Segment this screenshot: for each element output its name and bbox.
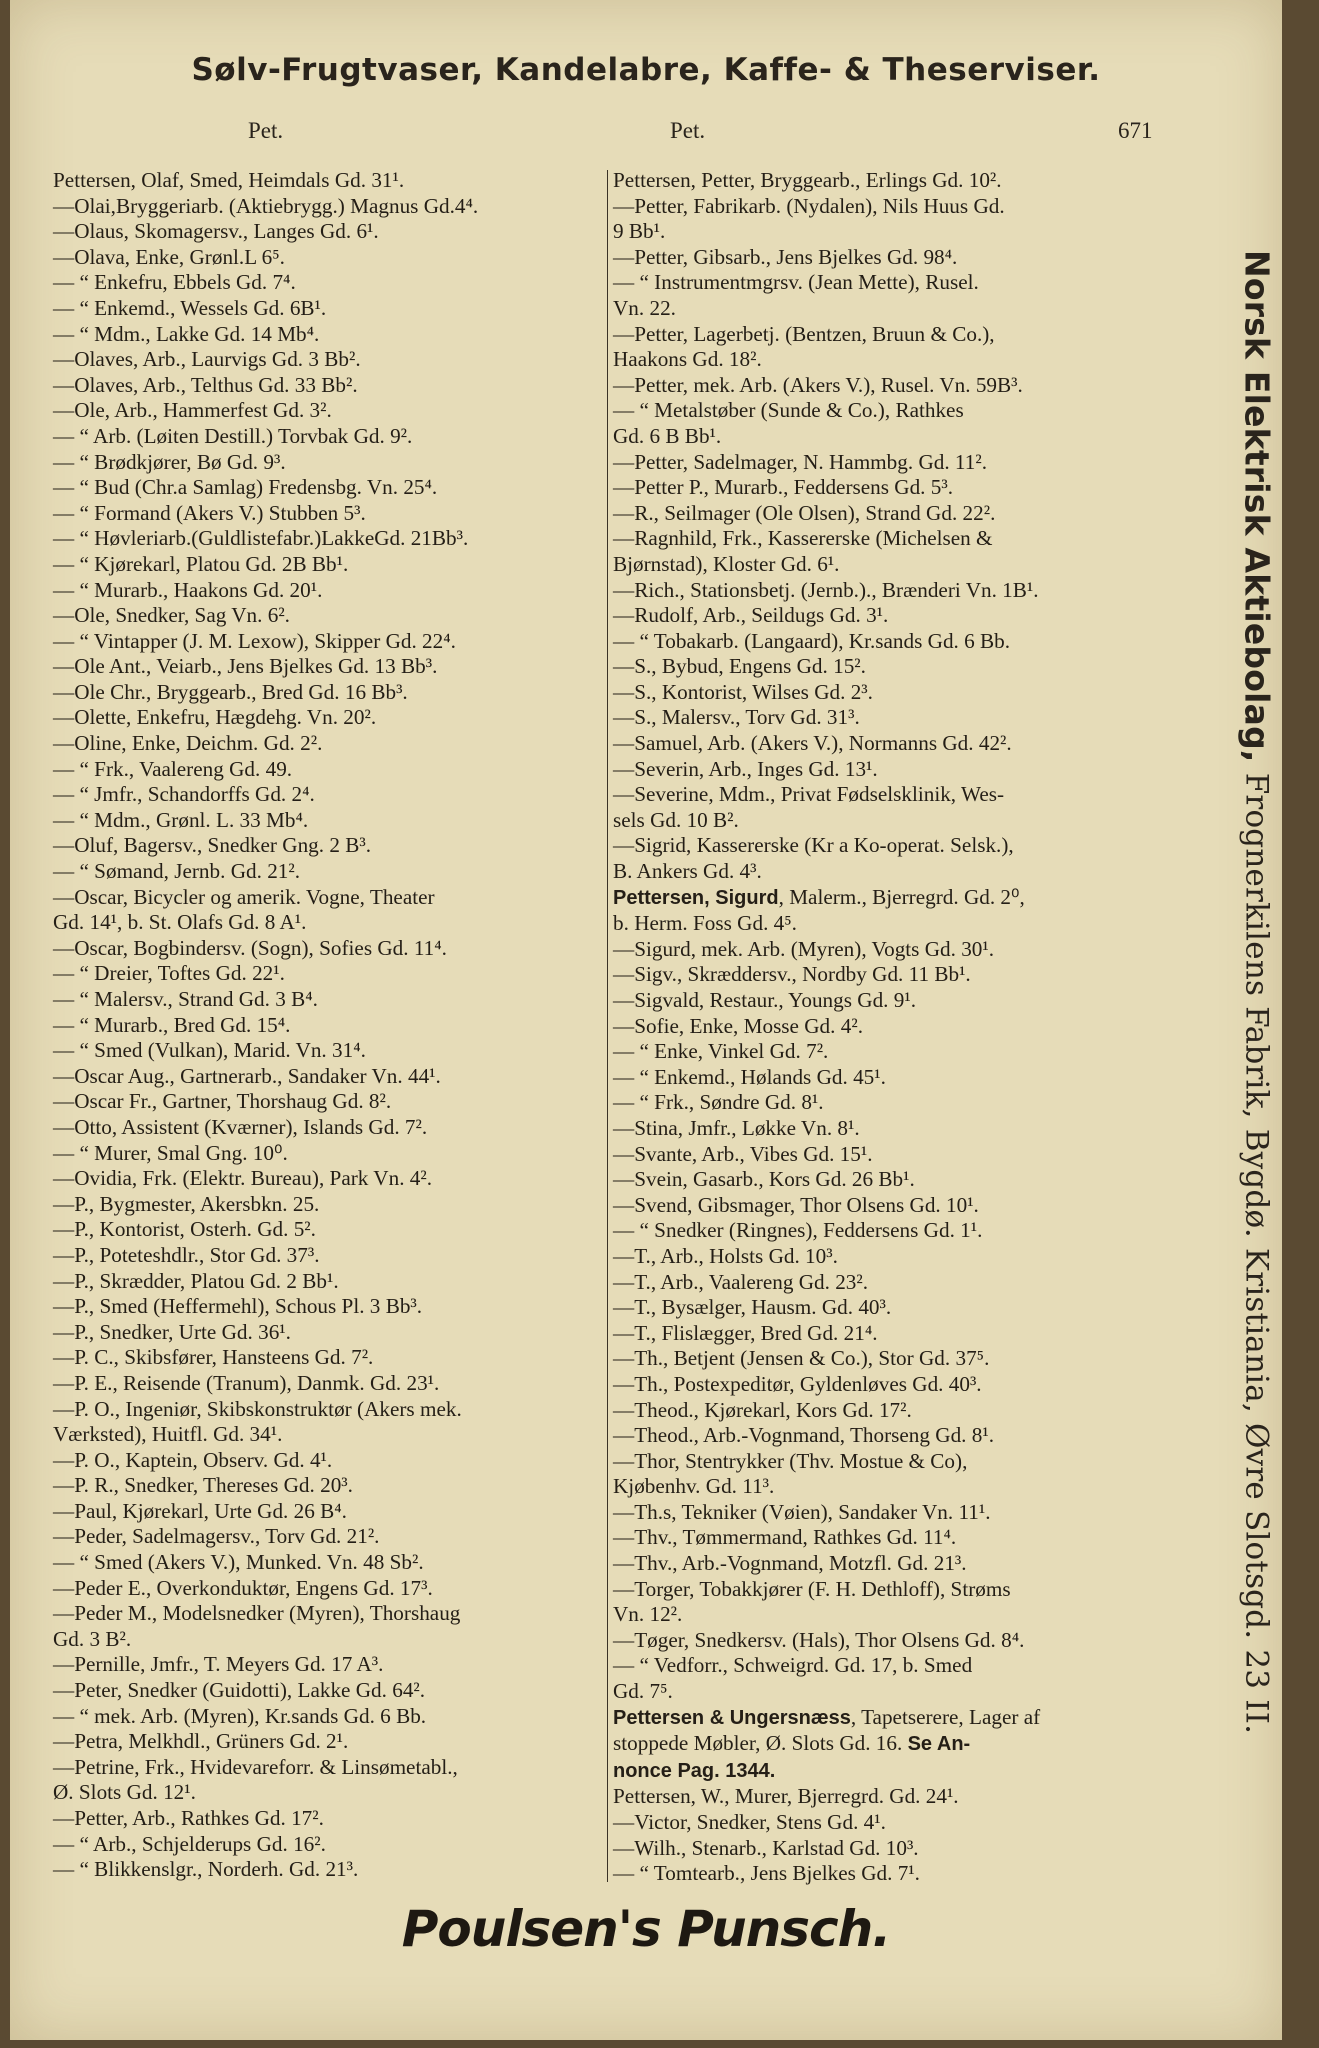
directory-entry: — “ Frk., Søndre Gd. 8¹.: [613, 1090, 824, 1115]
directory-entry: — “ Vedforr., Schweigrd. Gd. 17, b. Smed: [613, 1653, 973, 1678]
directory-entry: —P. E., Reisende (Tranum), Danmk. Gd. 23¹.: [53, 1370, 440, 1395]
directory-entry: —Ole, Arb., Hammerfest Gd. 3².: [53, 398, 332, 423]
directory-entry: — “ Vintapper (J. M. Lexow), Skipper Gd. 22⁴.: [53, 628, 456, 653]
directory-entry: — “ Kjørekarl, Platou Gd. 2B Bb¹.: [53, 551, 349, 576]
directory-entry: — “ Tomtearb., Jens Bjelkes Gd. 7¹.: [613, 1861, 920, 1886]
directory-entry: —Oscar Aug., Gartnerarb., Sandaker Vn. 44¹.: [53, 1063, 441, 1088]
directory-entry: —P. C., Skibsfører, Hansteens Gd. 7².: [53, 1345, 374, 1370]
directory-entry: —P., Smed (Heffermehl), Schous Pl. 3 Bb³.: [53, 1294, 423, 1319]
directory-entry: —T., Arb., Vaalereng Gd. 23².: [613, 1269, 869, 1294]
directory-entry: — “ mek. Arb. (Myren), Kr.sands Gd. 6 Bb.: [53, 1703, 427, 1728]
directory-entry: —P., Snedker, Urte Gd. 36¹.: [53, 1319, 291, 1344]
directory-entry: —Peder M., Modelsnedker (Myren), Thorshaug: [53, 1601, 461, 1626]
directory-entry: B. Ankers Gd. 4³.: [613, 859, 762, 884]
directory-entry: Gd. 7⁵.: [613, 1679, 673, 1704]
directory-entry: — “ Murarb., Haakons Gd. 20¹.: [53, 577, 323, 602]
directory-entry: — “ Murer, Smal Gng. 10⁰.: [53, 1140, 288, 1165]
directory-entry: —Peder E., Overkonduktør, Engens Gd. 17³.: [53, 1575, 433, 1600]
directory-entry: Pettersen & Ungersnæss, Tapetserere, Lager af: [613, 1704, 1041, 1729]
directory-entry: Pettersen, Petter, Bryggearb., Erlings Gd. 10².: [613, 168, 1002, 192]
directory-entry: — “ Enkemd., Wessels Gd. 6B¹.: [53, 295, 327, 320]
directory-entry: Værksted), Huitfl. Gd. 34¹.: [53, 1422, 283, 1447]
directory-entry: —Th., Betjent (Jensen & Co.), Stor Gd. 37⁵.: [613, 1346, 990, 1371]
directory-entry: —Olai,Bryggeriarb. (Aktiebrygg.) Magnus Gd.4⁴.: [53, 193, 479, 218]
directory-entry: —Oscar, Bicycler og amerik. Vogne, Theater: [53, 884, 435, 909]
directory-entry: Gd. 6 B Bb¹.: [613, 423, 722, 448]
directory-entry: —Petrine, Frk., Hvidevareforr. & Linsømetabl.,: [53, 1754, 458, 1779]
directory-entry: —Oline, Enke, Deichm. Gd. 2².: [53, 731, 323, 756]
directory-entry: Pettersen, Sigurd, Malerm., Bjerregrd. Gd. 2⁰,: [613, 884, 1025, 909]
directory-entry: — “ Sømand, Jernb. Gd. 21².: [53, 859, 301, 884]
side-advertisement: [1232, 250, 1282, 1830]
directory-entry: b. Herm. Foss Gd. 4⁵.: [613, 911, 797, 936]
directory-entry: —Petter, Fabrikarb. (Nydalen), Nils Huus Gd.: [613, 193, 1005, 218]
directory-entry: —Th.s, Tekniker (Vøien), Sandaker Vn. 11¹.: [613, 1499, 991, 1524]
directory-entry: —Otto, Assistent (Kværner), Islands Gd. 7².: [53, 1114, 428, 1139]
directory-page: [10, 0, 1282, 2040]
directory-entry: —Petter, Sadelmager, N. Hammbg. Gd. 11².: [613, 449, 987, 474]
directory-entry: —T., Arb., Holsts Gd. 10³.: [613, 1243, 838, 1268]
directory-entry: sels Gd. 10 B².: [613, 807, 739, 832]
directory-entry: —Oscar Fr., Gartner, Thorshaug Gd. 8².: [53, 1089, 392, 1114]
directory-entry: — “ Brødkjører, Bø Gd. 9³.: [53, 449, 286, 474]
directory-entry: — “ Snedker (Ringnes), Feddersens Gd. 1¹.: [613, 1218, 983, 1243]
directory-entry: —Rudolf, Arb., Seildugs Gd. 3¹.: [613, 603, 889, 628]
directory-entry: —Ole, Snedker, Sag Vn. 6².: [53, 603, 290, 628]
directory-entry: —Wilh., Stenarb., Karlstad Gd. 10³.: [613, 1835, 919, 1860]
directory-entry: —R., Seilmager (Ole Olsen), Strand Gd. 22².: [613, 500, 996, 525]
directory-entry: —Olette, Enkefru, Hægdehg. Vn. 20².: [53, 705, 377, 730]
directory-entry: —Olaus, Skomagersv., Langes Gd. 6¹.: [53, 219, 379, 244]
directory-entry: Pettersen, W., Murer, Bjerregrd. Gd. 24¹.: [613, 1784, 959, 1809]
directory-entry: —T., Bysælger, Hausm. Gd. 40³.: [613, 1295, 892, 1320]
directory-entry: nonce Pag. 1344.: [613, 1759, 776, 1782]
directory-entry: — “ Dreier, Toftes Gd. 22¹.: [53, 961, 285, 986]
directory-entry: Vn. 22.: [613, 295, 676, 320]
directory-entry: —Sigv., Skræddersv., Nordby Gd. 11 Bb¹.: [613, 962, 971, 987]
directory-entry: — “ Enke, Vinkel Gd. 7².: [613, 1039, 829, 1064]
left-column: [53, 168, 608, 1883]
directory-entry: —Svein, Gasarb., Kors Gd. 26 Bb¹.: [613, 1167, 915, 1192]
directory-entry: —P. R., Snedker, Thereses Gd. 20³.: [53, 1473, 353, 1498]
directory-entry: — “ Mdm., Grønl. L. 33 Mb⁴.: [53, 807, 309, 832]
directory-entry: —Pernille, Jmfr., T. Meyers Gd. 17 A³.: [53, 1652, 384, 1677]
directory-entry: — “ Høvleriarb.(Guldlistefabr.)LakkeGd. 21Bb³.: [53, 526, 469, 551]
directory-entry: — “ Frk., Vaalereng Gd. 49.: [53, 756, 293, 781]
directory-entry: —Petter, Gibsarb., Jens Bjelkes Gd. 98⁴.: [613, 244, 958, 269]
directory-entry: —Theod., Kjørekarl, Kors Gd. 17².: [613, 1397, 912, 1422]
directory-entry: — “ Arb., Schjelderups Gd. 16².: [53, 1831, 326, 1856]
directory-entry: — “ Malersv., Strand Gd. 3 B⁴.: [53, 987, 318, 1011]
directory-entry: Gd. 3 B².: [53, 1626, 132, 1651]
directory-entry: — “ Blikkenslgr., Norderh. Gd. 21³.: [53, 1857, 359, 1882]
directory-entry: —Th., Postexpeditør, Gyldenløves Gd. 40³.: [613, 1371, 982, 1396]
directory-entry: — “ Enkefru, Ebbels Gd. 7⁴.: [53, 270, 296, 295]
directory-entry: —P., Poteteshdlr., Stor Gd. 37³.: [53, 1242, 320, 1267]
directory-entry: 9 Bb¹.: [613, 219, 666, 244]
directory-entry: —Peder, Sadelmagersv., Torv Gd. 21².: [53, 1524, 380, 1549]
directory-entry: stoppede Møbler, Ø. Slots Gd. 16. Se An-: [613, 1731, 971, 1756]
directory-entry: —Ole Chr., Bryggearb., Bred Gd. 16 Bb³.: [53, 679, 408, 704]
directory-entry: —Peter, Snedker (Guidotti), Lakke Gd. 64².: [53, 1678, 426, 1703]
directory-entry: —Olaves, Arb., Laurvigs Gd. 3 Bb².: [53, 347, 361, 372]
directory-entry: —T., Flislægger, Bred Gd. 21⁴.: [613, 1320, 878, 1345]
directory-entry: —Petter, Lagerbetj. (Bentzen, Bruun & Co.),: [613, 321, 995, 346]
directory-entry: —Sofie, Enke, Mosse Gd. 4².: [613, 1013, 863, 1038]
directory-entry: Kjøbenhv. Gd. 11³.: [613, 1474, 775, 1499]
directory-entry: —Ole Ant., Veiarb., Jens Bjelkes Gd. 13 Bb³.: [53, 654, 438, 679]
directory-entry: —Olava, Enke, Grønl.L 6⁵.: [53, 244, 285, 269]
directory-entry: —S., Malersv., Torv Gd. 31³.: [613, 705, 860, 730]
directory-entry: —Severin, Arb., Inges Gd. 13¹.: [613, 756, 878, 781]
side-ad-company: Norsk Elektrisk Aktiebolag,: [1237, 250, 1277, 763]
directory-entry: —P. O., Kaptein, Observ. Gd. 4¹.: [53, 1447, 333, 1472]
directory-entry: —Svend, Gibsmager, Thor Olsens Gd. 10¹.: [613, 1192, 979, 1217]
directory-entry: —P., Kontorist, Osterh. Gd. 5².: [53, 1217, 316, 1242]
directory-entry: —Petter, mek. Arb. (Akers V.), Rusel. Vn. 59B³.: [613, 372, 1023, 397]
directory-entry: —P. O., Ingeniør, Skibskonstruktør (Akers mek.: [53, 1396, 462, 1421]
directory-entry: —Severine, Mdm., Privat Fødselsklinik, Wes-: [613, 782, 1005, 807]
directory-entry: —Sigurd, mek. Arb. (Myren), Vogts Gd. 30¹.: [613, 936, 995, 961]
directory-entry: — “ Metalstøber (Sunde & Co.), Rathkes: [613, 398, 964, 423]
directory-entry: —Sigrid, Kassererske (Kr a Ko-operat. Selsk.),: [613, 833, 1014, 858]
directory-entry: —Stina, Jmfr., Løkke Vn. 8¹.: [613, 1115, 860, 1140]
directory-entry: —Oscar, Bogbindersv. (Sogn), Sofies Gd. 11⁴.: [53, 935, 447, 960]
directory-entry: —Oluf, Bagersv., Snedker Gng. 2 B³.: [53, 833, 372, 858]
directory-entry: — “ Arb. (Løiten Destill.) Torvbak Gd. 9².: [53, 423, 413, 448]
directory-entry: — “ Tobakarb. (Langaard), Kr.sands Gd. 6 Bb.: [613, 628, 1011, 653]
right-column: [613, 168, 1173, 1887]
directory-entry: —Paul, Kjørekarl, Urte Gd. 26 B⁴.: [53, 1498, 347, 1523]
directory-entry: Vn. 12².: [613, 1602, 683, 1627]
directory-entry: — “ Instrumentmgrsv. (Jean Mette), Rusel.: [613, 270, 979, 295]
directory-entry: —Thv., Arb.-Vognmand, Motzfl. Gd. 21³.: [613, 1551, 967, 1576]
right-running-head: Pet.: [670, 118, 706, 143]
directory-entry: —Sigvald, Restaur., Youngs Gd. 9¹.: [613, 988, 917, 1012]
directory-entry: —Tøger, Snedkersv. (Hals), Thor Olsens Gd. 8⁴.: [613, 1627, 1025, 1652]
advertisement-header: Sølv-Frugtvaser, Kandelabre, Kaffe- & Theserviser.: [191, 52, 1101, 88]
directory-entry: —Ovidia, Frk. (Elektr. Bureau), Park Vn. 4².: [53, 1166, 433, 1191]
side-ad-address: Frognerkilens Fabrik, Bygdø. Kristiania, Øvre Slotsgd. 23 II.: [1238, 762, 1275, 1735]
directory-entry: —Victor, Snedker, Stens Gd. 4¹.: [613, 1810, 886, 1834]
column-divider: [607, 170, 608, 1882]
directory-entry: — “ Jmfr., Schandorffs Gd. 2⁴.: [53, 782, 315, 807]
directory-entry: —Svante, Arb., Vibes Gd. 15¹.: [613, 1141, 873, 1166]
directory-entry: Haakons Gd. 18².: [613, 347, 762, 372]
left-running-head: Pet.: [248, 118, 284, 143]
directory-entry: —S., Kontorist, Wilses Gd. 2³.: [613, 679, 873, 704]
directory-entry: —Petter, Arb., Rathkes Gd. 17².: [53, 1806, 324, 1830]
directory-entry: — “ Formand (Akers V.) Stubben 5³.: [53, 500, 366, 525]
directory-entry: —S., Bybud, Engens Gd. 15².: [613, 654, 866, 679]
directory-entry: —Rich., Stationsbetj. (Jernb.)., Brænderi Vn. 1B¹.: [613, 577, 1039, 602]
directory-entry: — “ Enkemd., Hølands Gd. 45¹.: [613, 1064, 886, 1089]
directory-entry: —Samuel, Arb. (Akers V.), Normanns Gd. 42².: [613, 731, 1012, 756]
directory-entry: —Ragnhild, Frk., Kassererske (Michelsen &: [613, 526, 993, 551]
directory-entry: —Petter P., Murarb., Feddersens Gd. 5³.: [613, 475, 954, 500]
directory-entry: Bjørnstad), Kloster Gd. 6¹.: [613, 551, 840, 576]
directory-entry: — “ Murarb., Bred Gd. 15⁴.: [53, 1012, 291, 1037]
directory-entry: — “ Bud (Chr.a Samlag) Fredensbg. Vn. 25⁴.: [53, 475, 438, 500]
directory-entry: —Olaves, Arb., Telthus Gd. 33 Bb².: [53, 372, 358, 397]
directory-entry: —P., Bygmester, Akersbkn. 25.: [53, 1191, 320, 1216]
directory-entry: —Theod., Arb.-Vognmand, Thorseng Gd. 8¹.: [613, 1423, 995, 1448]
directory-entry: —Torger, Tobakkjører (F. H. Dethloff), Strøms: [613, 1576, 1011, 1601]
directory-entry: —Petra, Melkhdl., Grüners Gd. 2¹.: [53, 1729, 349, 1754]
directory-entry: — “ Smed (Vulkan), Marid. Vn. 31⁴.: [53, 1038, 366, 1063]
directory-entry: Ø. Slots Gd. 12¹.: [53, 1780, 196, 1805]
page-number: 671: [1118, 118, 1153, 143]
directory-entry: —P., Skrædder, Platou Gd. 2 Bb¹.: [53, 1268, 339, 1293]
directory-entry: — “ Smed (Akers V.), Munked. Vn. 48 Sb².: [53, 1550, 424, 1575]
directory-entry: —Thor, Stentrykker (Thv. Mostue & Co),: [613, 1448, 968, 1473]
footer-advertisement: Poulsen's Punsch.: [401, 1900, 891, 1958]
directory-entry: Gd. 14¹, b. St. Olafs Gd. 8 A¹.: [53, 910, 307, 935]
directory-entry: —Thv., Tømmermand, Rathkes Gd. 11⁴.: [613, 1525, 957, 1550]
directory-entry: Pettersen, Olaf, Smed, Heimdals Gd. 31¹.: [53, 168, 405, 192]
directory-entry: — “ Mdm., Lakke Gd. 14 Mb⁴.: [53, 321, 320, 346]
